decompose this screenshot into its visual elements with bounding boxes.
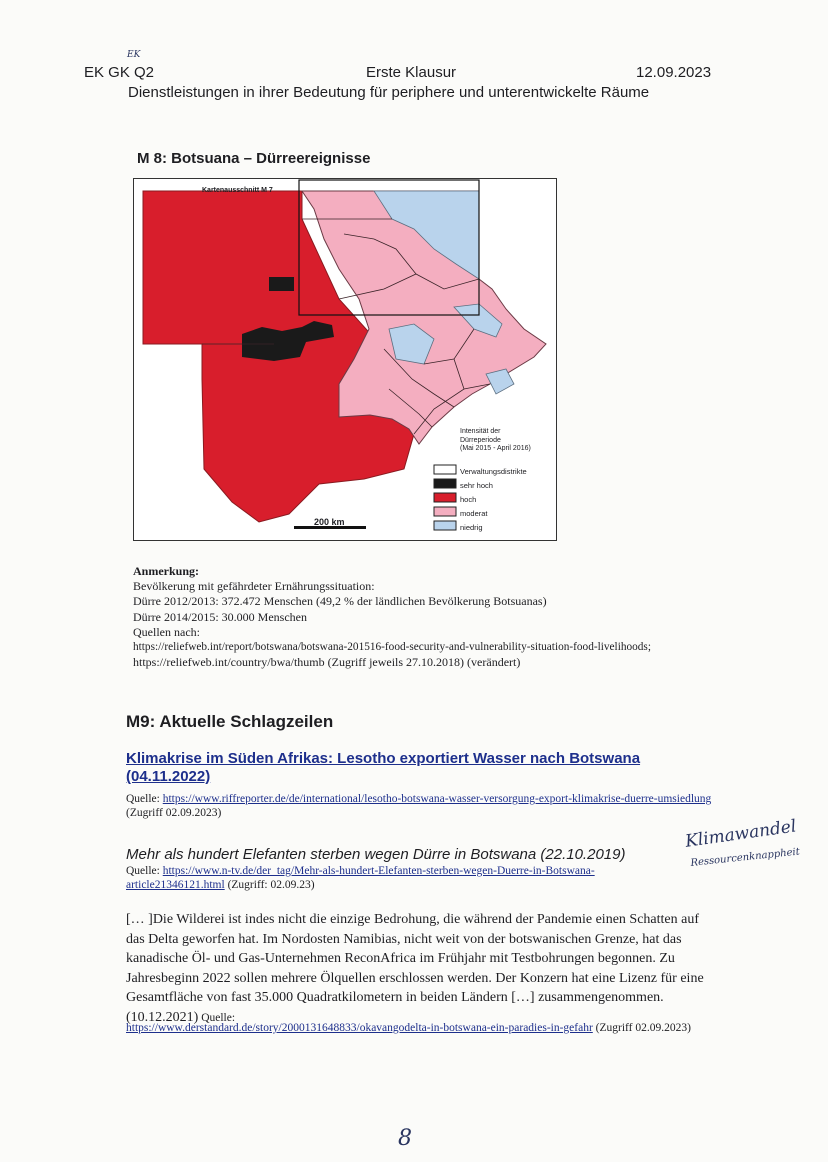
note-line: https://reliefweb.int/report/botswana/botswana-201516-food-security-and-vulnerability-situation-food-livelihoods; — [133, 641, 651, 654]
headline-2: Mehr als hundert Elefanten sterben wegen Dürre in Botswana (22.10.2019) — [126, 846, 626, 863]
legend-title: Intensität der Dürreperiode (Mai 2015 - April 2016) — [460, 428, 531, 452]
headline-1-source: Quelle: https://www.riffreporter.de/de/international/lesotho-botswana-wasser-versorgung-export-klimakrise-duerre-umsiedlung (Zugriff 02.09.2023) — [126, 793, 712, 819]
legend-label-very-high: sehr hoch — [460, 481, 493, 490]
source-1-link[interactable]: https://www.riffreporter.de/de/international/lesotho-botswana-wasser-versorgung-export-klimakrise-duerre-umsiedlung — [162, 793, 712, 805]
page-number: 8 — [398, 1126, 412, 1151]
source-2-link[interactable]: https://www.n-tv.de/der_tag/Mehr-als-hundert-Elefanten-sterben-wegen-Duerre-in-Botswana-article21346121.html — [126, 865, 595, 891]
handwritten-note-2: Ressourcenknappheit — [690, 846, 801, 869]
note-line: Dürre 2012/2013: 372.472 Menschen (49,2 % der ländlichen Bevölkerung Botsuanas) — [133, 594, 547, 609]
note-line: Quellen nach: — [133, 624, 200, 639]
exam-title: Erste Klausur — [366, 64, 457, 81]
legend-label-low: niedrig — [460, 523, 483, 532]
article-excerpt: [… ]Die Wilderei ist indes nicht die einzige Bedrohung, die während der Pandemie einen Schatten auf das Delta geworfen hat. Im Nordosten Namibias, nicht weit von der botswanischen Grenze, hat das kanadische Öl- und Gas-Unternehmen ReconAfrica im Frühjahr mit Testbohrungen begonnen. Zu Jahresbeginn 2022 sollen mehrere Ölquellen erschlossen werden. Der Konzern hat eine Lizenz für eine Gesamtfläche von fast 35.000 Quadratkilometern in beiden Ländern […] zusammengenommen. (10.12.2021) Quelle: — [126, 912, 704, 1025]
note-heading: Anmerkung: — [133, 564, 200, 578]
m8-note — [133, 564, 733, 670]
legend-swatch-high — [434, 493, 456, 502]
exam-subtitle: Dienstleistungen in ihrer Bedeutung für periphere und unterentwickelte Räume — [128, 84, 650, 101]
map-legend-swatches — [434, 465, 456, 530]
m8-title: M 8: Botsuana – Dürreereignisse — [137, 150, 371, 167]
scale-label: 200 km — [314, 517, 345, 527]
handwritten-note-1: Klimawandel — [684, 816, 798, 852]
legend-label-districts: Verwaltungsdistrikte — [460, 467, 527, 476]
legend-swatch-districts — [434, 465, 456, 474]
course-label: EK GK Q2 — [84, 64, 155, 81]
article-source-link[interactable]: https://www.derstandard.de/story/2000131648833/okavangodelta-in-botswana-ein-paradies-in-gefahr — [126, 1022, 593, 1034]
exam-date: 12.09.2023 — [636, 64, 712, 81]
inset-label: Kartenausschnitt M 7 — [202, 187, 273, 194]
course-annotation: EK — [127, 50, 141, 60]
legend-swatch-moderate — [434, 507, 456, 516]
headline-2-source: Quelle: https://www.n-tv.de/der_tag/Mehr-als-hundert-Elefanten-sterben-wegen-Duerre-in-Botswana-article21346121.html (Zugriff: 02.09.23) — [126, 865, 595, 891]
legend-label-high: hoch — [460, 495, 477, 504]
legend-swatch-low — [434, 521, 456, 530]
legend-label-moderate: moderat — [460, 509, 488, 518]
note-line: https://reliefweb.int/country/bwa/thumb (Zugriff jeweils 27.10.2018) (verändert) — [133, 655, 521, 670]
legend-swatch-very-high — [434, 479, 456, 488]
legend-labels — [460, 465, 527, 535]
headline-1-link[interactable]: Klimakrise im Süden Afrikas: Lesotho exportiert Wasser nach Botswana (04.11.2022) — [126, 750, 641, 785]
botswana-drought-map — [133, 178, 557, 541]
note-line: Bevölkerung mit gefährdeter Ernährungssituation: — [133, 579, 375, 594]
m9-title: M9: Aktuelle Schlagzeilen — [126, 712, 334, 731]
note-line: Dürre 2014/2015: 30.000 Menschen — [133, 609, 307, 624]
article-source: https://www.derstandard.de/story/2000131648833/okavangodelta-in-botswana-ein-paradies-in-gefahr (Zugriff 02.09.2023) — [126, 1022, 691, 1034]
